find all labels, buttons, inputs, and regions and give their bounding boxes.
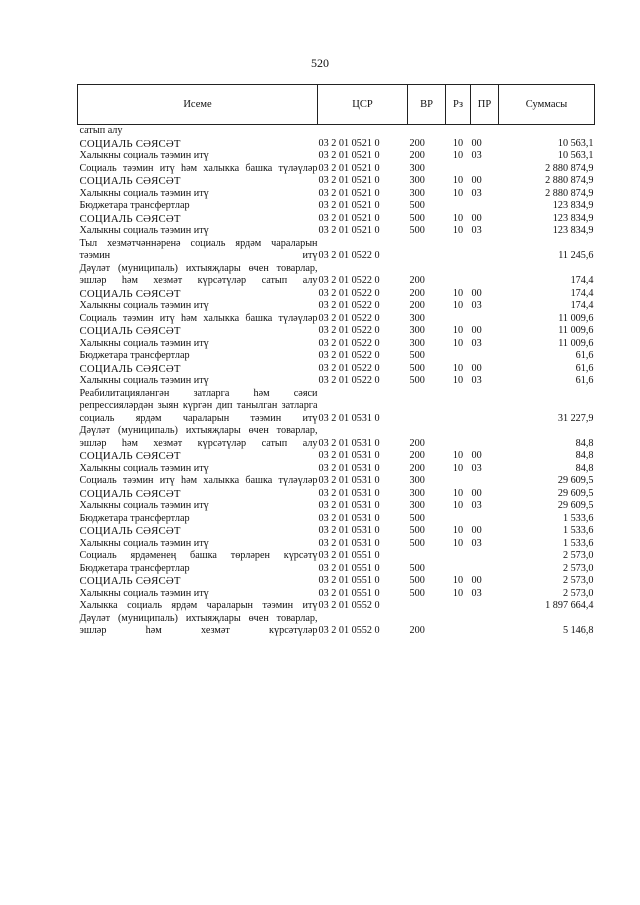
table-row [78, 563, 595, 576]
table-row [78, 450, 595, 463]
row-pr: 03 [471, 300, 482, 311]
row-vr [408, 550, 446, 563]
row-csr: 03 2 01 0522 0 [318, 275, 380, 286]
table-row [78, 500, 595, 513]
row-rz: 10 [452, 325, 464, 336]
row-sum: 61,6 [575, 350, 594, 361]
header-name: Исеме [78, 85, 318, 125]
row-pr [471, 600, 499, 613]
row-sum: 2 573,0 [562, 575, 594, 586]
row-sum: 29 609,5 [557, 475, 594, 486]
row-pr [471, 563, 499, 576]
table-row [78, 425, 595, 450]
row-sum: 11 009,6 [558, 337, 594, 349]
row-rz: 10 [452, 300, 464, 311]
row-name: Социаль тәэмин итү һәм халыкка башка түләүләр [79, 475, 318, 486]
row-rz: 10 [452, 150, 464, 161]
row-rz: 10 [452, 500, 464, 511]
row-sum: 61,6 [575, 375, 594, 386]
row-rz: 10 [452, 375, 464, 386]
row-sum: 31 227,9 [557, 412, 594, 424]
header-vr: ВР [408, 85, 446, 125]
row-pr [471, 475, 499, 488]
row-name: Социаль тәэмин итү һәм халыкка башка түләүләр [79, 162, 318, 174]
row-vr [408, 600, 446, 613]
row-vr: 300 [409, 187, 425, 199]
row-csr: 03 2 01 0522 0 [318, 300, 380, 311]
row-vr: 300 [409, 500, 425, 511]
row-vr: 300 [409, 337, 425, 349]
table-row [78, 550, 595, 563]
row-name: СОЦИАЛЬ СӘЯСӘТ [79, 362, 181, 375]
row-pr: 03 [471, 187, 482, 199]
row-sum: 84,8 [575, 462, 594, 474]
row-pr [471, 263, 499, 288]
row-vr: 500 [409, 362, 425, 374]
row-name: Халыкны социаль тәэмин итү [79, 337, 209, 349]
row-vr: 500 [409, 375, 425, 386]
row-sum: 2 573,0 [562, 550, 594, 561]
row-vr: 500 [409, 350, 425, 361]
row-name: Халыкка социаль ярдәм чараларын тәэмин итү [79, 600, 318, 611]
row-rz: 10 [452, 137, 464, 149]
row-pr: 03 [471, 150, 482, 161]
header-csr: ЦСР [318, 85, 408, 125]
row-vr [408, 388, 446, 426]
row-rz [446, 350, 471, 363]
row-sum: 84,8 [575, 437, 594, 449]
row-vr: 300 [409, 162, 425, 174]
row-rz: 10 [452, 337, 464, 349]
row-csr: 03 2 01 0521 0 [318, 175, 380, 186]
row-rz: 10 [452, 487, 464, 499]
row-rz: 10 [452, 587, 464, 599]
row-csr: 03 2 01 0531 0 [318, 512, 380, 524]
row-name: Бюджетара трансфертлар [79, 200, 190, 211]
table-row [78, 225, 595, 238]
row-csr [318, 125, 408, 138]
row-csr: 03 2 01 0552 0 [318, 600, 380, 611]
row-rz [446, 475, 471, 488]
row-vr: 200 [409, 275, 425, 286]
row-sum: 1 533,6 [562, 537, 594, 549]
table-row [78, 613, 595, 638]
table-row [78, 488, 595, 501]
row-sum: 2 573,0 [562, 562, 594, 574]
table-row [78, 525, 595, 538]
row-rz [446, 513, 471, 526]
table-row [78, 175, 595, 188]
row-sum: 10 563,1 [557, 150, 594, 161]
row-pr: 03 [471, 337, 482, 349]
table-row [78, 300, 595, 313]
row-vr: 300 [409, 325, 425, 336]
row-name: Бюджетара трансфертлар [79, 562, 190, 574]
row-rz [446, 200, 471, 213]
row-sum: 29 609,5 [557, 500, 594, 511]
row-sum: 11 009,6 [558, 312, 594, 324]
row-name: Тыл хезмәтчәннәренә социаль ярдәм чараларын тәэмин итү [79, 237, 318, 261]
row-rz [446, 600, 471, 613]
row-name: СОЦИАЛЬ СӘЯСӘТ [79, 212, 181, 225]
row-vr: 300 [409, 312, 425, 324]
header-pr: ПР [471, 85, 499, 125]
row-pr: 03 [471, 225, 482, 236]
row-pr [471, 425, 499, 450]
row-pr: 00 [471, 212, 482, 224]
table-header-row [78, 85, 595, 125]
row-name: Реабилитацияләнгән затларга һәм сәяси репрессияләрдән зыян күргән дип танылган затларга социаль ярдәм чараларын тәэмин итү [79, 387, 318, 424]
row-name: СОЦИАЛЬ СӘЯСӘТ [79, 575, 181, 587]
row-vr [408, 238, 446, 263]
row-pr [471, 238, 499, 263]
row-name: Халыкны социаль тәэмин итү [79, 187, 209, 199]
row-rz: 10 [452, 537, 464, 549]
row-name: Халыкны социаль тәэмин итү [79, 500, 209, 511]
row-name: СОЦИАЛЬ СӘЯСӘТ [79, 175, 181, 187]
row-rz: 10 [452, 462, 464, 474]
row-sum: 10 563,1 [557, 137, 594, 149]
row-pr [471, 163, 499, 176]
row-rz: 10 [452, 362, 464, 374]
row-name: СОЦИАЛЬ СӘЯСӘТ [79, 287, 181, 300]
row-sum: 2 573,0 [562, 587, 594, 599]
table-row [78, 288, 595, 301]
row-csr: 03 2 01 0531 0 [318, 412, 380, 424]
row-vr: 500 [409, 587, 425, 599]
table-row [78, 475, 595, 488]
row-vr: 200 [409, 625, 425, 636]
row-name: СОЦИАЛЬ СӘЯСӘТ [79, 525, 181, 537]
row-rz [446, 550, 471, 563]
row-rz [446, 613, 471, 638]
table-row [78, 325, 595, 338]
header-sum: Суммасы [499, 85, 595, 125]
row-sum: 1 897 664,4 [545, 600, 594, 611]
row-pr: 03 [471, 537, 482, 549]
row-pr: 00 [471, 137, 482, 149]
row-pr [471, 513, 499, 526]
row-name: Халыкны социаль тәэмин итү [79, 300, 209, 311]
row-csr: 03 2 01 0521 0 [318, 137, 380, 149]
row-pr: 03 [471, 500, 482, 511]
row-csr: 03 2 01 0522 0 [318, 287, 380, 299]
row-rz: 10 [452, 575, 464, 586]
row-sum: 1 533,6 [562, 512, 594, 524]
row-csr: 03 2 01 0521 0 [318, 200, 380, 211]
table-row [78, 588, 595, 601]
row-name: Социаль тәэмин итү һәм халыкка башка түләүләр [79, 312, 318, 324]
table-row [78, 388, 595, 426]
row-pr [471, 200, 499, 213]
row-csr: 03 2 01 0522 0 [318, 337, 380, 349]
row-pr: 03 [471, 375, 482, 386]
row-pr [471, 550, 499, 563]
row-vr: 500 [409, 200, 425, 211]
row-pr: 00 [471, 287, 482, 299]
table-row [78, 125, 595, 138]
row-csr: 03 2 01 0531 0 [318, 537, 380, 549]
row-sum: 174,4 [570, 300, 594, 311]
header-rz: Рз [446, 85, 471, 125]
row-name: СОЦИАЛЬ СӘЯСӘТ [79, 325, 181, 337]
row-vr: 200 [409, 137, 425, 149]
row-rz [446, 238, 471, 263]
row-sum: 84,8 [575, 450, 594, 461]
row-sum: 123 834,9 [552, 200, 594, 211]
table-row [78, 188, 595, 201]
row-pr [471, 313, 499, 326]
table-row [78, 513, 595, 526]
row-name: Халыкны социаль тәэмин итү [79, 462, 209, 474]
row-sum: 5 146,8 [562, 625, 594, 636]
table-row [78, 263, 595, 288]
row-name: Халыкны социаль тәэмин итү [79, 150, 209, 161]
row-vr: 500 [409, 525, 425, 536]
row-pr [471, 613, 499, 638]
row-vr: 500 [409, 575, 425, 586]
row-csr: 03 2 01 0551 0 [318, 575, 380, 586]
row-sum: 174,4 [570, 287, 594, 299]
row-rz: 10 [452, 287, 464, 299]
row-vr: 300 [409, 487, 425, 499]
row-sum: 2 880 874,9 [545, 162, 594, 174]
row-rz: 10 [452, 187, 464, 199]
row-vr [408, 125, 446, 138]
row-sum: 1 533,6 [562, 525, 594, 536]
table-row [78, 313, 595, 326]
row-sum: 174,4 [570, 275, 594, 286]
row-pr: 00 [471, 487, 482, 499]
row-pr: 00 [471, 175, 482, 186]
row-vr: 200 [409, 287, 425, 299]
row-rz: 10 [452, 175, 464, 186]
table-row [78, 350, 595, 363]
table-row [78, 363, 595, 376]
row-csr: 03 2 01 0531 0 [318, 437, 380, 449]
row-name: Халыкны социаль тәэмин итү [79, 375, 209, 386]
row-name: СОЦИАЛЬ СӘЯСӘТ [79, 450, 181, 462]
row-rz: 10 [452, 212, 464, 224]
row-vr: 200 [409, 300, 425, 311]
row-name: Дәүләт (муниципаль) ихтыяҗлары өчен товарлар, эшләр һәм хезмәт күрсәтүләр сатып алу [79, 262, 318, 286]
row-pr: 00 [471, 525, 482, 536]
row-name: Дәүләт (муниципаль) ихтыяҗлары өчен товарлар, эшләр һәм хезмәт күрсәтүләр [79, 612, 318, 636]
table-row [78, 375, 595, 388]
row-rz [446, 263, 471, 288]
row-csr: 03 2 01 0522 0 [318, 362, 380, 374]
row-rz: 10 [452, 525, 464, 536]
row-csr: 03 2 01 0531 0 [318, 475, 380, 486]
table-row [78, 338, 595, 351]
row-rz [446, 125, 471, 138]
table-row [78, 163, 595, 176]
row-csr: 03 2 01 0521 0 [318, 150, 380, 161]
budget-table [77, 84, 595, 638]
row-vr: 300 [409, 475, 425, 486]
table-row [78, 138, 595, 151]
row-pr [471, 388, 499, 426]
table-row [78, 238, 595, 263]
row-csr: 03 2 01 0521 0 [318, 162, 380, 174]
row-rz [446, 563, 471, 576]
row-vr: 500 [409, 512, 425, 524]
row-rz: 10 [452, 450, 464, 461]
row-csr: 03 2 01 0531 0 [318, 487, 380, 499]
row-vr: 200 [409, 462, 425, 474]
row-name: Халыкны социаль тәэмин итү [79, 537, 209, 549]
row-csr: 03 2 01 0551 0 [318, 587, 380, 599]
row-csr: 03 2 01 0521 0 [318, 187, 380, 199]
table-row [78, 213, 595, 226]
row-csr: 03 2 01 0551 0 [318, 562, 380, 574]
row-name: сатып алу [79, 125, 123, 136]
row-pr [471, 125, 499, 138]
row-rz [446, 388, 471, 426]
row-sum: 61,6 [575, 362, 594, 374]
row-vr: 200 [409, 437, 425, 449]
row-name: Халыкны социаль тәэмин итү [79, 225, 209, 236]
row-name: Бюджетара трансфертлар [79, 350, 190, 361]
row-pr: 00 [471, 325, 482, 336]
row-csr: 03 2 01 0531 0 [318, 450, 380, 461]
row-csr: 03 2 01 0522 0 [318, 250, 380, 261]
table-row [78, 200, 595, 213]
row-sum: 2 880 874,9 [545, 187, 594, 199]
table-row [78, 575, 595, 588]
row-sum: 29 609,5 [557, 487, 594, 499]
table-row [78, 150, 595, 163]
row-vr: 500 [409, 225, 425, 236]
row-vr: 500 [409, 562, 425, 574]
row-sum: 11 245,6 [558, 250, 594, 261]
row-sum: 123 834,9 [552, 212, 594, 224]
row-csr: 03 2 01 0552 0 [318, 625, 380, 636]
row-csr: 03 2 01 0522 0 [318, 350, 380, 361]
table-body [78, 125, 595, 638]
row-vr: 200 [409, 450, 425, 461]
row-csr: 03 2 01 0551 0 [318, 550, 380, 561]
row-rz [446, 313, 471, 326]
row-name: СОЦИАЛЬ СӘЯСӘТ [79, 487, 181, 500]
row-name: Халыкны социаль тәэмин итү [79, 587, 209, 599]
row-name: Социаль ярдәменең башка төрләрен күрсәтү [79, 550, 318, 561]
row-vr: 200 [409, 150, 425, 161]
row-vr: 500 [409, 537, 425, 549]
row-rz [446, 163, 471, 176]
row-csr: 03 2 01 0522 0 [318, 375, 380, 386]
row-csr: 03 2 01 0531 0 [318, 462, 380, 474]
row-sum [499, 125, 595, 138]
row-pr: 00 [471, 362, 482, 374]
row-rz [446, 425, 471, 450]
row-csr: 03 2 01 0531 0 [318, 525, 380, 536]
row-csr: 03 2 01 0522 0 [318, 312, 380, 324]
row-sum: 11 009,6 [558, 325, 594, 336]
row-rz: 10 [452, 225, 464, 236]
row-vr: 300 [409, 175, 425, 186]
row-name: СОЦИАЛЬ СӘЯСӘТ [79, 137, 181, 150]
row-sum: 2 880 874,9 [545, 175, 594, 186]
row-name: Бюджетара трансфертлар [79, 512, 190, 524]
row-csr: 03 2 01 0521 0 [318, 212, 380, 224]
row-csr: 03 2 01 0522 0 [318, 325, 380, 336]
row-name: Дәүләт (муниципаль) ихтыяҗлары өчен товарлар, эшләр һәм хезмәт күрсәтүләр сатып алу [79, 425, 318, 449]
row-pr: 00 [471, 450, 482, 461]
table-row [78, 538, 595, 551]
row-vr: 500 [409, 212, 425, 224]
row-csr: 03 2 01 0521 0 [318, 225, 380, 236]
row-pr: 03 [471, 462, 482, 474]
table-row [78, 600, 595, 613]
row-pr: 00 [471, 575, 482, 586]
page-number: 520 [311, 56, 329, 70]
row-csr: 03 2 01 0531 0 [318, 500, 380, 511]
table-row [78, 463, 595, 476]
row-pr: 03 [471, 587, 482, 599]
row-pr [471, 350, 499, 363]
row-sum: 123 834,9 [552, 225, 594, 236]
